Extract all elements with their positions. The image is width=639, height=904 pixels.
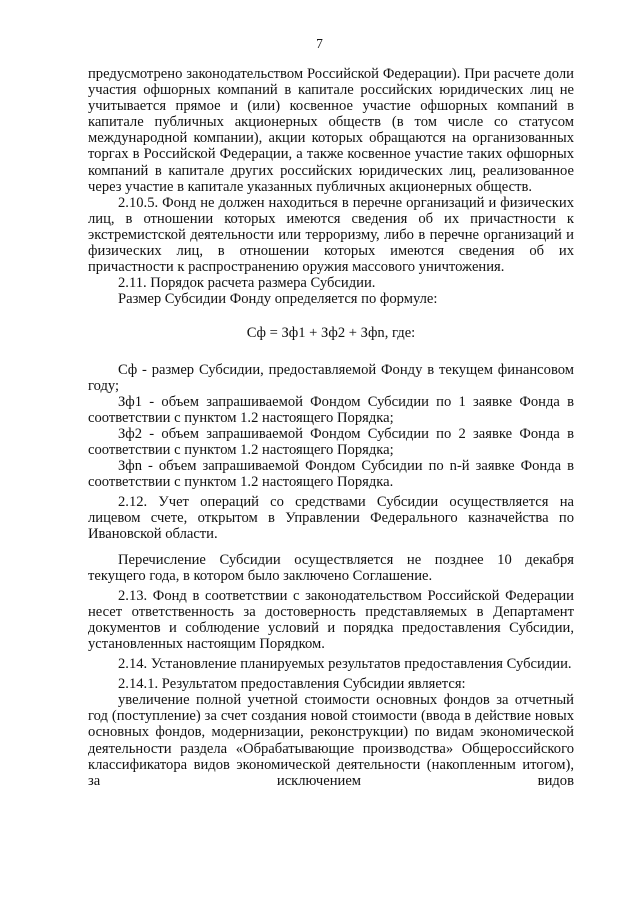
paragraph-offshore-continuation: предусмотрено законодательством Российской Федерации). При расчете доли участия офшорных компаний в капитале российских юридических лиц не учитывается прямое и (или) косвенное участие офшорных компаний в капитале публичных акционерных обществ (в том числе со статусом международной компании), акции которых обращаются на организованных торгах в Российской Федерации, а также косвенное участие таких офшорных компаний в капитале других российских юридических лиц, реализованное через участие в капитале указанных публичных акционерных обществ. bbox=[88, 66, 574, 195]
definition-zf1: Зф1 - объем запрашиваемой Фондом Субсидии по 1 заявке Фонда в соответствии с пунктом 1.2 настоящего Порядка; bbox=[88, 393, 574, 426]
paragraph-2-12: 2.12. Учет операций со средствами Субсидии осуществляется на лицевом счете, открытом в Управлении Федерального казначейства по Ивановской области. bbox=[88, 494, 574, 543]
paragraph-2-11: 2.11. Порядок расчета размера Субсидии. bbox=[118, 275, 376, 292]
paragraph-result-description: увеличение полной учетной стоимости основных фондов за отчетный год (поступление) за счет создания новой стоимости (ввода в действие новых основных фондов, модернизации, реконструкции) по видам экономической деятельности раздела «Обрабатывающие производства» Общероссийского классификатора видов экономической деятельности (накопленным итогом), за исключением видов bbox=[88, 692, 574, 789]
definition-zfn: Зфn - объем запрашиваемой Фондом Субсидии по n-й заявке Фонда в соответствии с пунктом 1.2 настоящего Порядка. bbox=[88, 458, 574, 491]
definition-sf: Сф - размер Субсидии, предоставляемой Фонду в текущем финансовом году; bbox=[88, 361, 574, 394]
paragraph-formula-intro: Размер Субсидии Фонду определяется по формуле: bbox=[118, 291, 438, 308]
subsidy-formula: Сф = Зф1 + Зф2 + Зфn, где: bbox=[246, 325, 416, 342]
paragraph-2-14: 2.14. Установление планируемых результатов предоставления Субсидии. bbox=[118, 656, 572, 673]
paragraph-2-13: 2.13. Фонд в соответствии с законодательством Российской Федерации несет ответственность за достоверность представляемых в Департамент документов и соблюдение условий и порядка предоставления Субсидии, установленных настоящим Порядком. bbox=[88, 587, 574, 652]
paragraph-transfer-deadline: Перечисление Субсидии осуществляется не позднее 10 декабря текущего года, в котором было заключено Соглашение. bbox=[88, 551, 574, 584]
definition-zf2: Зф2 - объем запрашиваемой Фондом Субсидии по 2 заявке Фонда в соответствии с пунктом 1.2 настоящего Порядка; bbox=[88, 425, 574, 458]
page-number: 7 bbox=[316, 36, 323, 51]
document-body bbox=[88, 66, 574, 789]
paragraph-2-14-1: 2.14.1. Результатом предоставления Субсидии является: bbox=[118, 676, 466, 693]
paragraph-2-10-5: 2.10.5. Фонд не должен находиться в перечне организаций и физических лиц, в отношении которых имеются сведения об их причастности к экстремистской деятельности или терроризму, либо в перечне организаций и физических лиц, в отношении которых имеются сведения об их причастности к распространению оружия массового уничтожения. bbox=[88, 194, 574, 276]
